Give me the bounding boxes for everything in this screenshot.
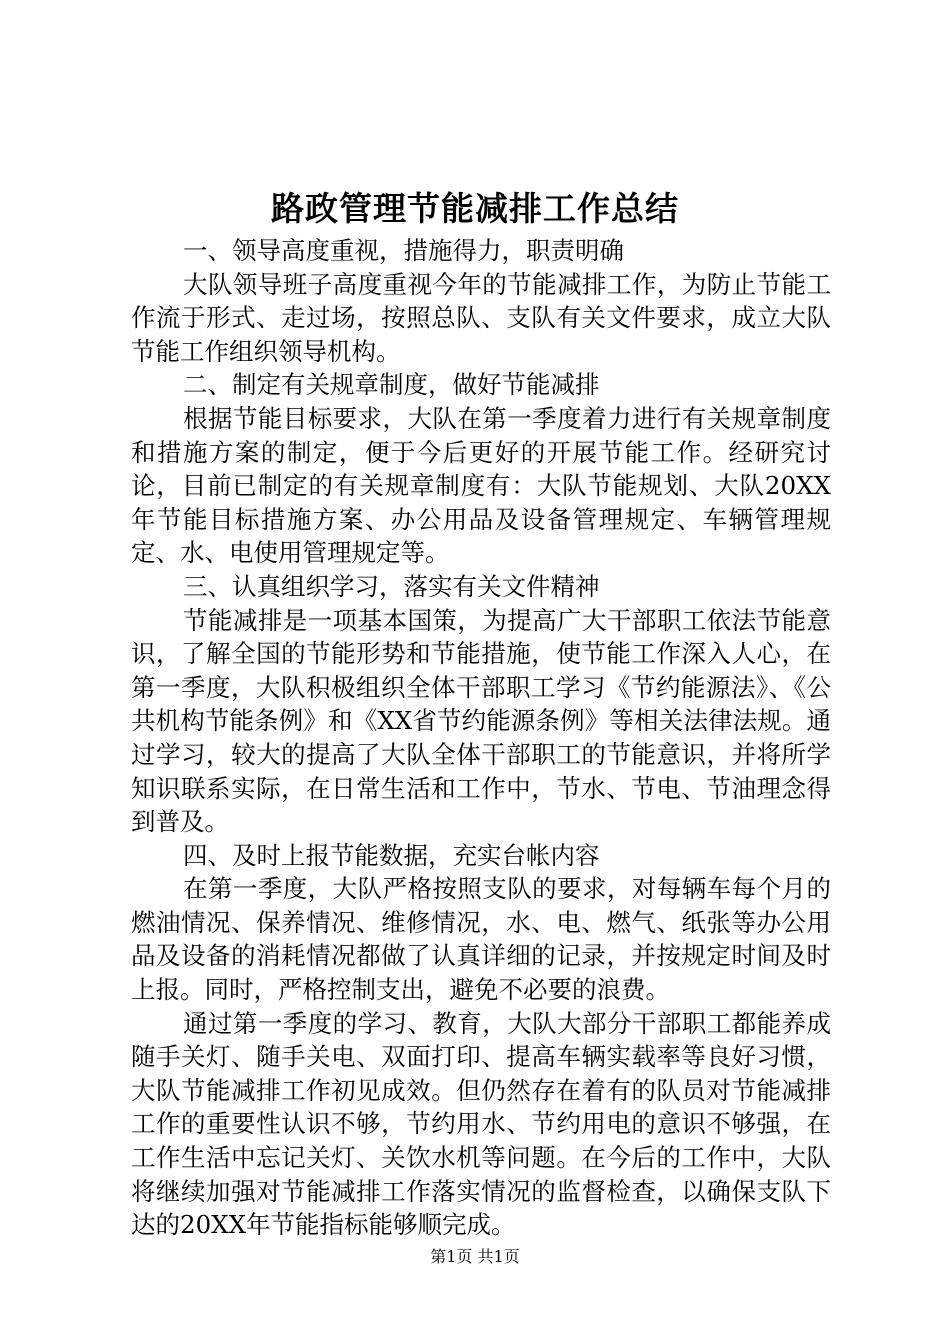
section-heading-4: 四、及时上报节能数据，充实台帐内容	[183, 840, 600, 870]
document-title: 路政管理节能减排工作总结	[271, 189, 679, 228]
body-paragraph-2: 根据节能目标要求，大队在第一季度着力进行有关规章制度和措施方案的制定，便于今后更好的开展节能工作。经研究讨论，目前已制定的有关规章制度有：大队节能规划、大队20XX年节能目标措施方案、办公用品及设备管理规定、车辆管理规定、水、电使用管理规定等。	[131, 403, 831, 568]
section-heading-2: 二、制定有关规章制度，做好节能减排	[183, 370, 600, 400]
document-body	[131, 234, 831, 1242]
body-paragraph-4: 在第一季度，大队严格按照支队的要求，对每辆车每个月的燃油情况、保养情况、维修情况，水、电、燃气、纸张等办公用品及设备的消耗情况都做了认真详细的记录，并按规定时间及时上报。同时，严格控制支出，避免不必要的浪费。	[131, 874, 831, 1005]
page-footer: 第1页 共1页	[430, 1247, 520, 1266]
body-paragraph-1: 大队领导班子高度重视今年的节能减排工作，为防止节能工作流于形式、走过场，按照总队、支队有关文件要求，成立大队节能工作组织领导机构。	[131, 269, 831, 366]
body-paragraph-3: 节能减排是一项基本国策，为提高广大干部职工依法节能意识，了解全国的节能形势和节能措施，使节能工作深入人心，在第一季度，大队积极组织全体干部职工学习《节约能源法》、《公共机构节能条例》和《XX省节约能源条例》等相关法律法规。通过学习，较大的提高了大队全体干部职工的节能意识，并将所学知识联系实际，在日常生活和工作中，节水、节电、节油理念得到普及。	[131, 605, 831, 837]
section-heading-3: 三、认真组织学习，落实有关文件精神	[183, 571, 600, 601]
body-paragraph-5: 通过第一季度的学习、教育，大队大部分干部职工都能养成随手关灯、随手关电、双面打印、提高车辆实载率等良好习惯，大队节能减排工作初见成效。但仍然存在着有的队员对节能减排工作的重要性认识不够，节约用水、节约用电的意识不够强，在工作生活中忘记关灯、关饮水机等问题。在今后的工作中，大队将继续加强对节能减排工作落实情况的监督检查，以确保支队下达的20XX年节能指标能够顺完成。	[131, 1008, 831, 1240]
section-heading-1: 一、领导高度重视，措施得力，职责明确	[183, 236, 624, 265]
